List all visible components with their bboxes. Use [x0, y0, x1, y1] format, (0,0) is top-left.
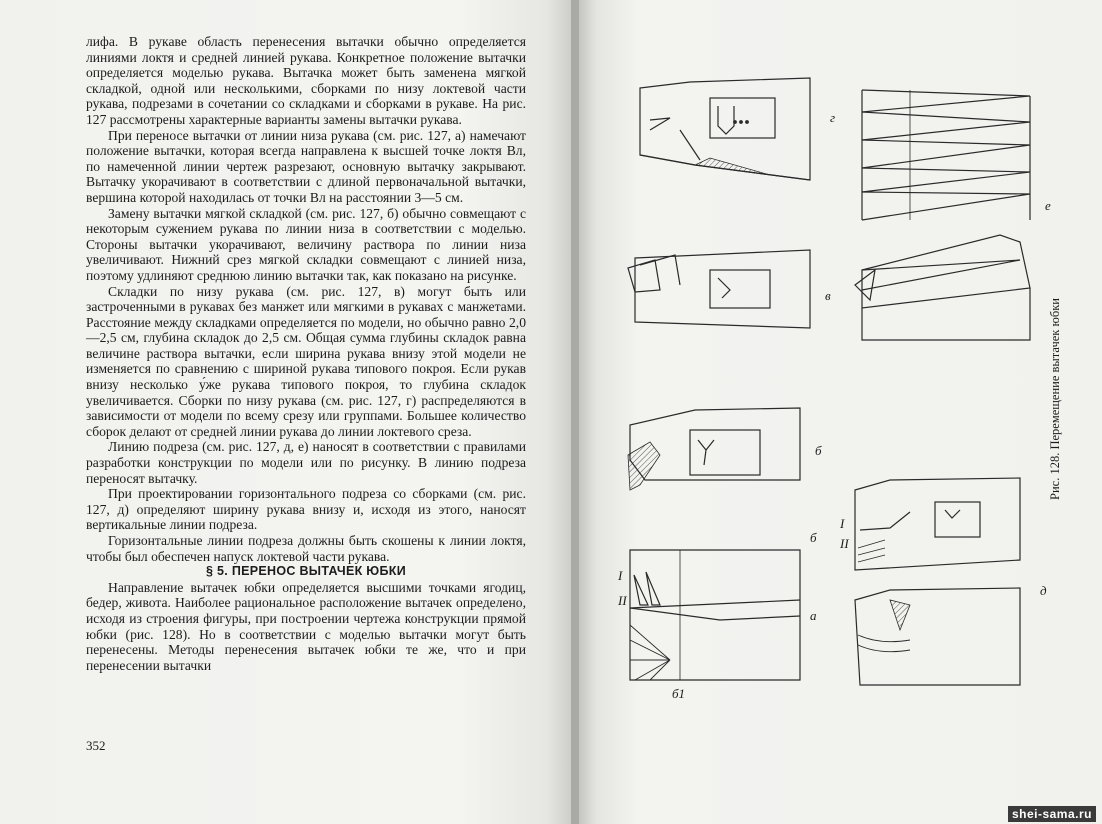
page-number: 352: [86, 738, 106, 753]
label-e: е: [1045, 198, 1051, 213]
label-b: б: [815, 443, 822, 458]
paragraph: Замену вытачки мягкой складкой (см. рис. 127, б) обычно совмещают с некоторым сужением рукава по линии низа в соответствии с моделью. Стороны вытачки укорачивают, величину раствора по линии низа увеличивают. Нижний срез мягкой складки совмещают с линией низа, поэтому удлиняют среднюю линию вытачки так, как показано на рисунке.: [86, 205, 526, 283]
figure-d: [855, 478, 1020, 685]
label-a: а: [810, 608, 817, 623]
skirt-dart-figures: [600, 60, 1060, 760]
paragraph: При переносе вытачки от линии низа рукава (см. рис. 127, а) намечают положение вытачки, которая всегда направлена к высшей точке локтя Вл, по намеченной линии чертеж разрезают, основную вытачку закрывают. Вытачку укорачивают в соответствии с длиной первоначальной вытачки, вершина которой находилась от точки Вл на расстоянии 3—5 см.: [86, 127, 526, 205]
figure-e2: [855, 235, 1030, 340]
paragraph: Линию подреза (см. рис. 127, д, е) наносят в соответствии с правилами разработки конструкции по модели или по рисунку. В линию подреза переносят вытачку.: [86, 439, 526, 486]
paragraph: лифа. В рукаве область перенесения вытачки обычно определяется линиями локтя и средней линией рукава. Конкретное положение вытачки определяется моделью рукава. Вытачка может быть заменена мягкой складкой, одной или несколькими, сборками по низу локтевой части рукава, подрезами в сочетании со складками и сборками в рукаве. На рис. 127 рассмотрены характерные варианты замены вытачки рукава.: [86, 34, 526, 127]
watermark[interactable]: shei-sama.ru: [1008, 806, 1096, 822]
book-gutter: [571, 0, 579, 824]
figure-a: [630, 550, 800, 680]
left-page-text: [86, 34, 526, 673]
label-I: I: [618, 568, 623, 583]
paragraph: Складки по низу рукава (см. рис. 127, в) могут быть или застроченными в рукавах без манжет или мягкими в рукавах с манжетами. Расстояние между складками определяется по модели, но обычно равно 2,0—2,5 см, глубина складок до 2,5 см. Общая сумма глубины складок равна величине раствора вытачки, если ширина рукава внизу этой модели не изменяется по сравнению с шириной рукава типового покроя. Если рукав внизу несколько у́же рукава типового покроя, то глубина складок увеличивается. Сборки по низу рукава (см. рис. 127, г) распределяются в зависимости от модели по всему срезу или группами. Большее количество сборок делают от средней линии рукава до линии локтевого среза.: [86, 283, 526, 439]
paragraph: При проектировании горизонтального подреза со сборками (см. рис. 127, д) определяют ширину рукава внизу и, исходя из этого, наносят вертикальные линии подреза.: [86, 486, 526, 533]
paragraph: Горизонтальные линии подреза должны быть скошены к линии локтя, чтобы был обеспечен напуск локтевой части рукава.: [86, 533, 526, 564]
label-b-small: б: [810, 530, 817, 545]
label-d: д: [1040, 583, 1047, 598]
paragraph: Направление вытачек юбки определяется высшими точками ягодиц, бедер, живота. Наиболее рациональное расположение вытачек определено, исходя из строения фигуры, при построении чертежа конструкции прямой юбки (рис. 128). Но в соответствии с моделью вытачки могут быть перенесены. Методы перенесения вытачек юбки те же, что и при перенесении вытачки: [86, 579, 526, 673]
label-g: г: [830, 110, 836, 125]
label-v: в: [825, 288, 831, 303]
figure-caption: Рис. 128. Перемещение вытачек юбки: [1048, 298, 1062, 500]
label-II-d: II: [840, 536, 849, 551]
label-I-d: I: [840, 516, 845, 531]
figure-g: [640, 78, 810, 180]
label-b1: б1: [672, 686, 686, 701]
label-II: II: [618, 593, 627, 608]
figure-b: [628, 408, 800, 490]
figure-v: [628, 250, 810, 328]
section-heading: § 5. ПЕРЕНОС ВЫТАЧЕК ЮБКИ: [206, 564, 406, 579]
figure-e: [862, 90, 1030, 220]
